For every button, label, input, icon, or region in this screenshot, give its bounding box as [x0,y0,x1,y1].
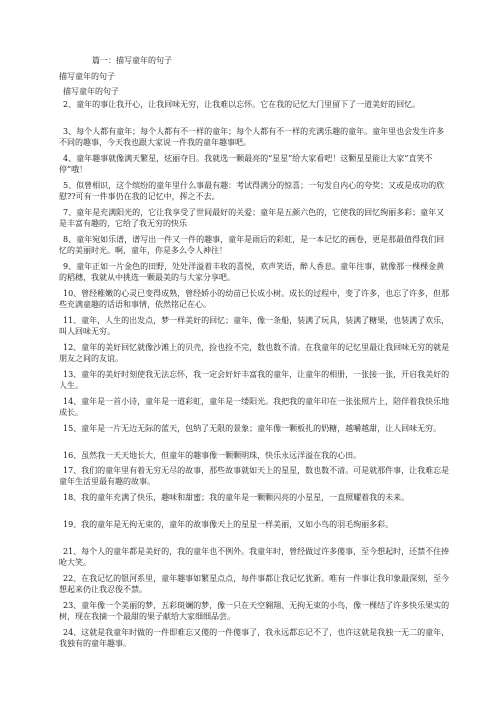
paragraph: 24、这就是我童年时做的一件即难忘又傻的一件傻事了，我永远都忘记不了，也许这就是我独一无二的童年，我独有的童年趣事。 [59,628,450,648]
paragraph: 9、童年正如一片金色的田野，处处洋溢着丰收的喜悦，欢声笑语，醉人香息。童年往事，就像那一棵棵金黄的稻穗，我就从中挑选一颗最美的与大家分享吧。 [59,262,445,282]
paragraph: 14、童年是一首小诗，童年是一道彩虹，童年是一缕阳光。我把我的童年印在一张张照片上，陪伴着我快乐地成长。 [59,397,450,417]
document-header: 篇一：描写童年的句子 [92,56,172,65]
paragraph: 23、童年像一个美丽的梦，五彩斑斓的梦，像一只在天空翱翔、无拘无束的小鸟，像一棵结了许多快乐果实的树，现在我摘一个最甜的果子献给大家细细品尝。 [59,601,450,621]
paragraph: 17、我们的童年里有着无穷无尽的故事，那些故事就如天上的星星，数也数不清。可是就那件事，让我难忘是童年生活里最有趣的故事。 [59,466,450,486]
paragraph: 12、童年的美好回忆就像沙滩上的贝壳，捡也捡不完，数也数不清。在我童年的记忆里最让我回味无穷的就是朋友之间的友谊。 [59,343,450,363]
document-subtitle: 描写童年的句子 [63,87,119,96]
paragraph: 7、童年是充满阳光的，它让我享受了世间最好的关爱；童年是五颜六色的，它使我的回忆绚丽多彩；童年又是丰富有趣的，它给了我无穷的快乐 [59,208,445,228]
paragraph: 8、童年宛如乐谱，谱写出一件又一件的趣事，童年是雨后的彩虹，是一本记忆的画卷，更是那最值得我们回忆的美丽时光。啊，童年，你是多么令人神往！ [59,235,445,255]
paragraph: 5、似曾相识，这个缤纷的童年里什么事最有趣：考试得满分的惊喜；一句发自内心的夸奖；又或是成功的欣慰??可有一件事仍在我的记忆中，挥之不去。 [59,181,445,201]
paragraph: 3、每个人都有童年；每个人都有不一样的童年；每个人都有不一样的充满乐趣的童年。童年里也会发生许多不同的趣事，今天我也跟大家说一件我的童年趣事吧。 [59,127,445,147]
paragraph: 19、我的童年是无拘无束的，童年的故事像天上的星星一样美丽，又如小鸟的羽毛绚丽多彩。 [63,520,394,529]
paragraph: 15、童年是一片无边无际的蓝天，包纳了无限的景象；童年像一颗板扎的奶糖，越嚼越甜，让人回味无穷。 [63,424,442,433]
paragraph: 2、童年的事让我开心，让我回味无穷，让我难以忘怀。它在我的记忆大门里留下了一道美好的回忆。 [63,100,421,109]
paragraph: 10、曾经稚嫩的心灵已变得成熟，曾经娇小的幼苗已长成小树。成长的过程中，变了许多，也忘了许多，但那些充满童趣的话语和事情，依然铭记在心。 [59,289,450,309]
paragraph: 13、童年的美好时刻使我无法忘怀，我一定会好好丰富我的童年，让童年的相册，一张接一张，开启我美好的人生。 [59,370,450,390]
paragraph: 18、我的童年充满了快乐，趣味和甜蜜；我的童年是一颗颗闪亮的小星星，一直照耀着我的未来。 [63,493,410,502]
paragraph: 21、每个人的童年都是美好的，我的童年也不例外。我童年时，曾经做过许多傻事，至今想起时，还禁不住捧呛大笑。 [59,547,450,567]
document-title: 描写童年的句子 [59,72,115,81]
paragraph: 16、虽然我一天天地长大，但童年的趣事像一颗颗明珠，快乐永远洋溢在我的心田。 [63,451,362,460]
paragraph: 22、在我记忆的银河系里，童年趣事如繁星点点，每件事都让我记忆犹新。唯有一件事让我印象最深刻，至今想起来仍让我忍俊不禁。 [59,574,450,594]
paragraph: 11、童年，人生的出发点，梦一样美好的回忆；童年，像一条船，装满了玩具，装满了糖果，也装满了欢乐，叫人回味无穷。 [59,316,450,336]
paragraph: 4、童年趣事就像满天繁星，炫丽夺目。我就选一颗最亮的“星星”给大家看吧！这颗星星能让大家“直笑不停”哦！ [59,154,433,174]
